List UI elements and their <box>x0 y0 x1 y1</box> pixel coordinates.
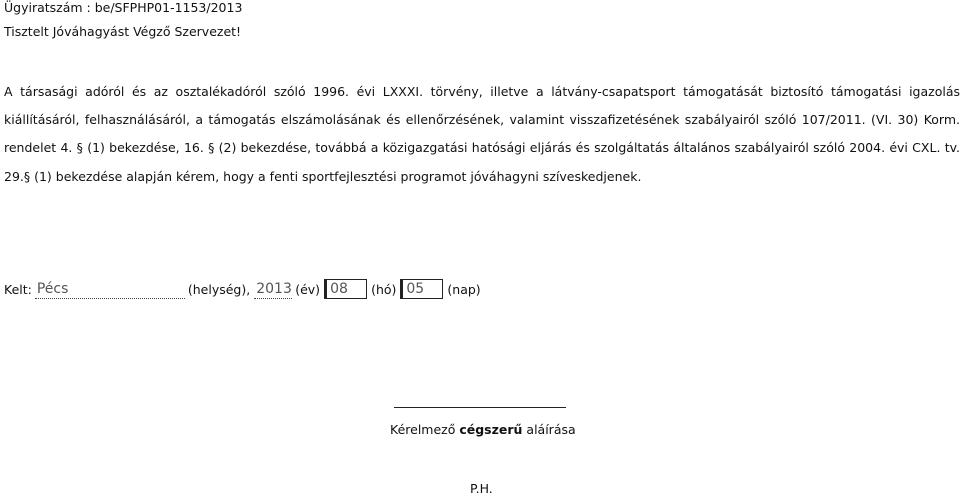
signature-label-bold: cégszerű <box>459 422 523 437</box>
date-label: Kelt: <box>4 281 32 297</box>
stamp-note: P.H. <box>470 481 493 496</box>
day-label: (nap) <box>447 281 481 297</box>
greeting: Tisztelt Jóváhagyást Végző Szervezet! <box>4 24 242 39</box>
date-row <box>4 278 481 300</box>
day-field[interactable]: 05 <box>400 279 443 299</box>
signature-label-suffix: aláírása <box>522 422 576 437</box>
signature-label-prefix: Kérelmező <box>390 422 460 437</box>
place-label: (helység), <box>187 281 251 297</box>
place-field[interactable]: Pécs <box>35 280 185 299</box>
month-field[interactable]: 08 <box>324 279 367 299</box>
month-label: (hó) <box>371 281 397 297</box>
signature-line <box>394 407 566 408</box>
year-label: (év) <box>295 281 321 297</box>
signature-label <box>390 422 576 437</box>
year-field[interactable]: 2013 <box>256 280 292 297</box>
reference-number: Ügyiratszám : be/SFPHP01-1153/2013 <box>4 0 243 15</box>
request-paragraph: A társasági adóról és az osztalékadóról szóló 1996. évi LXXXI. törvény, illetve a látvány-csapatsport támogatását biztosító támogatási igazolás kiállításáról, felhasználásáról, a támogatás elszámolásának és ellenőrzésének, valamint visszafizetésének szabályairól szóló 107/2011. (VI. 30) Korm. rendelet 4. § (1) bekezdése, 16. § (2) bekezdése, továbbá a közigazgatási hatósági eljárás és szolgáltatás általános szabályairól szóló 2004. évi CXL. tv. 29.§ (1) bekezdése alapján kérem, hogy a fenti sportfejlesztési programot jóváhagyni szíveskedjenek. <box>4 84 960 184</box>
